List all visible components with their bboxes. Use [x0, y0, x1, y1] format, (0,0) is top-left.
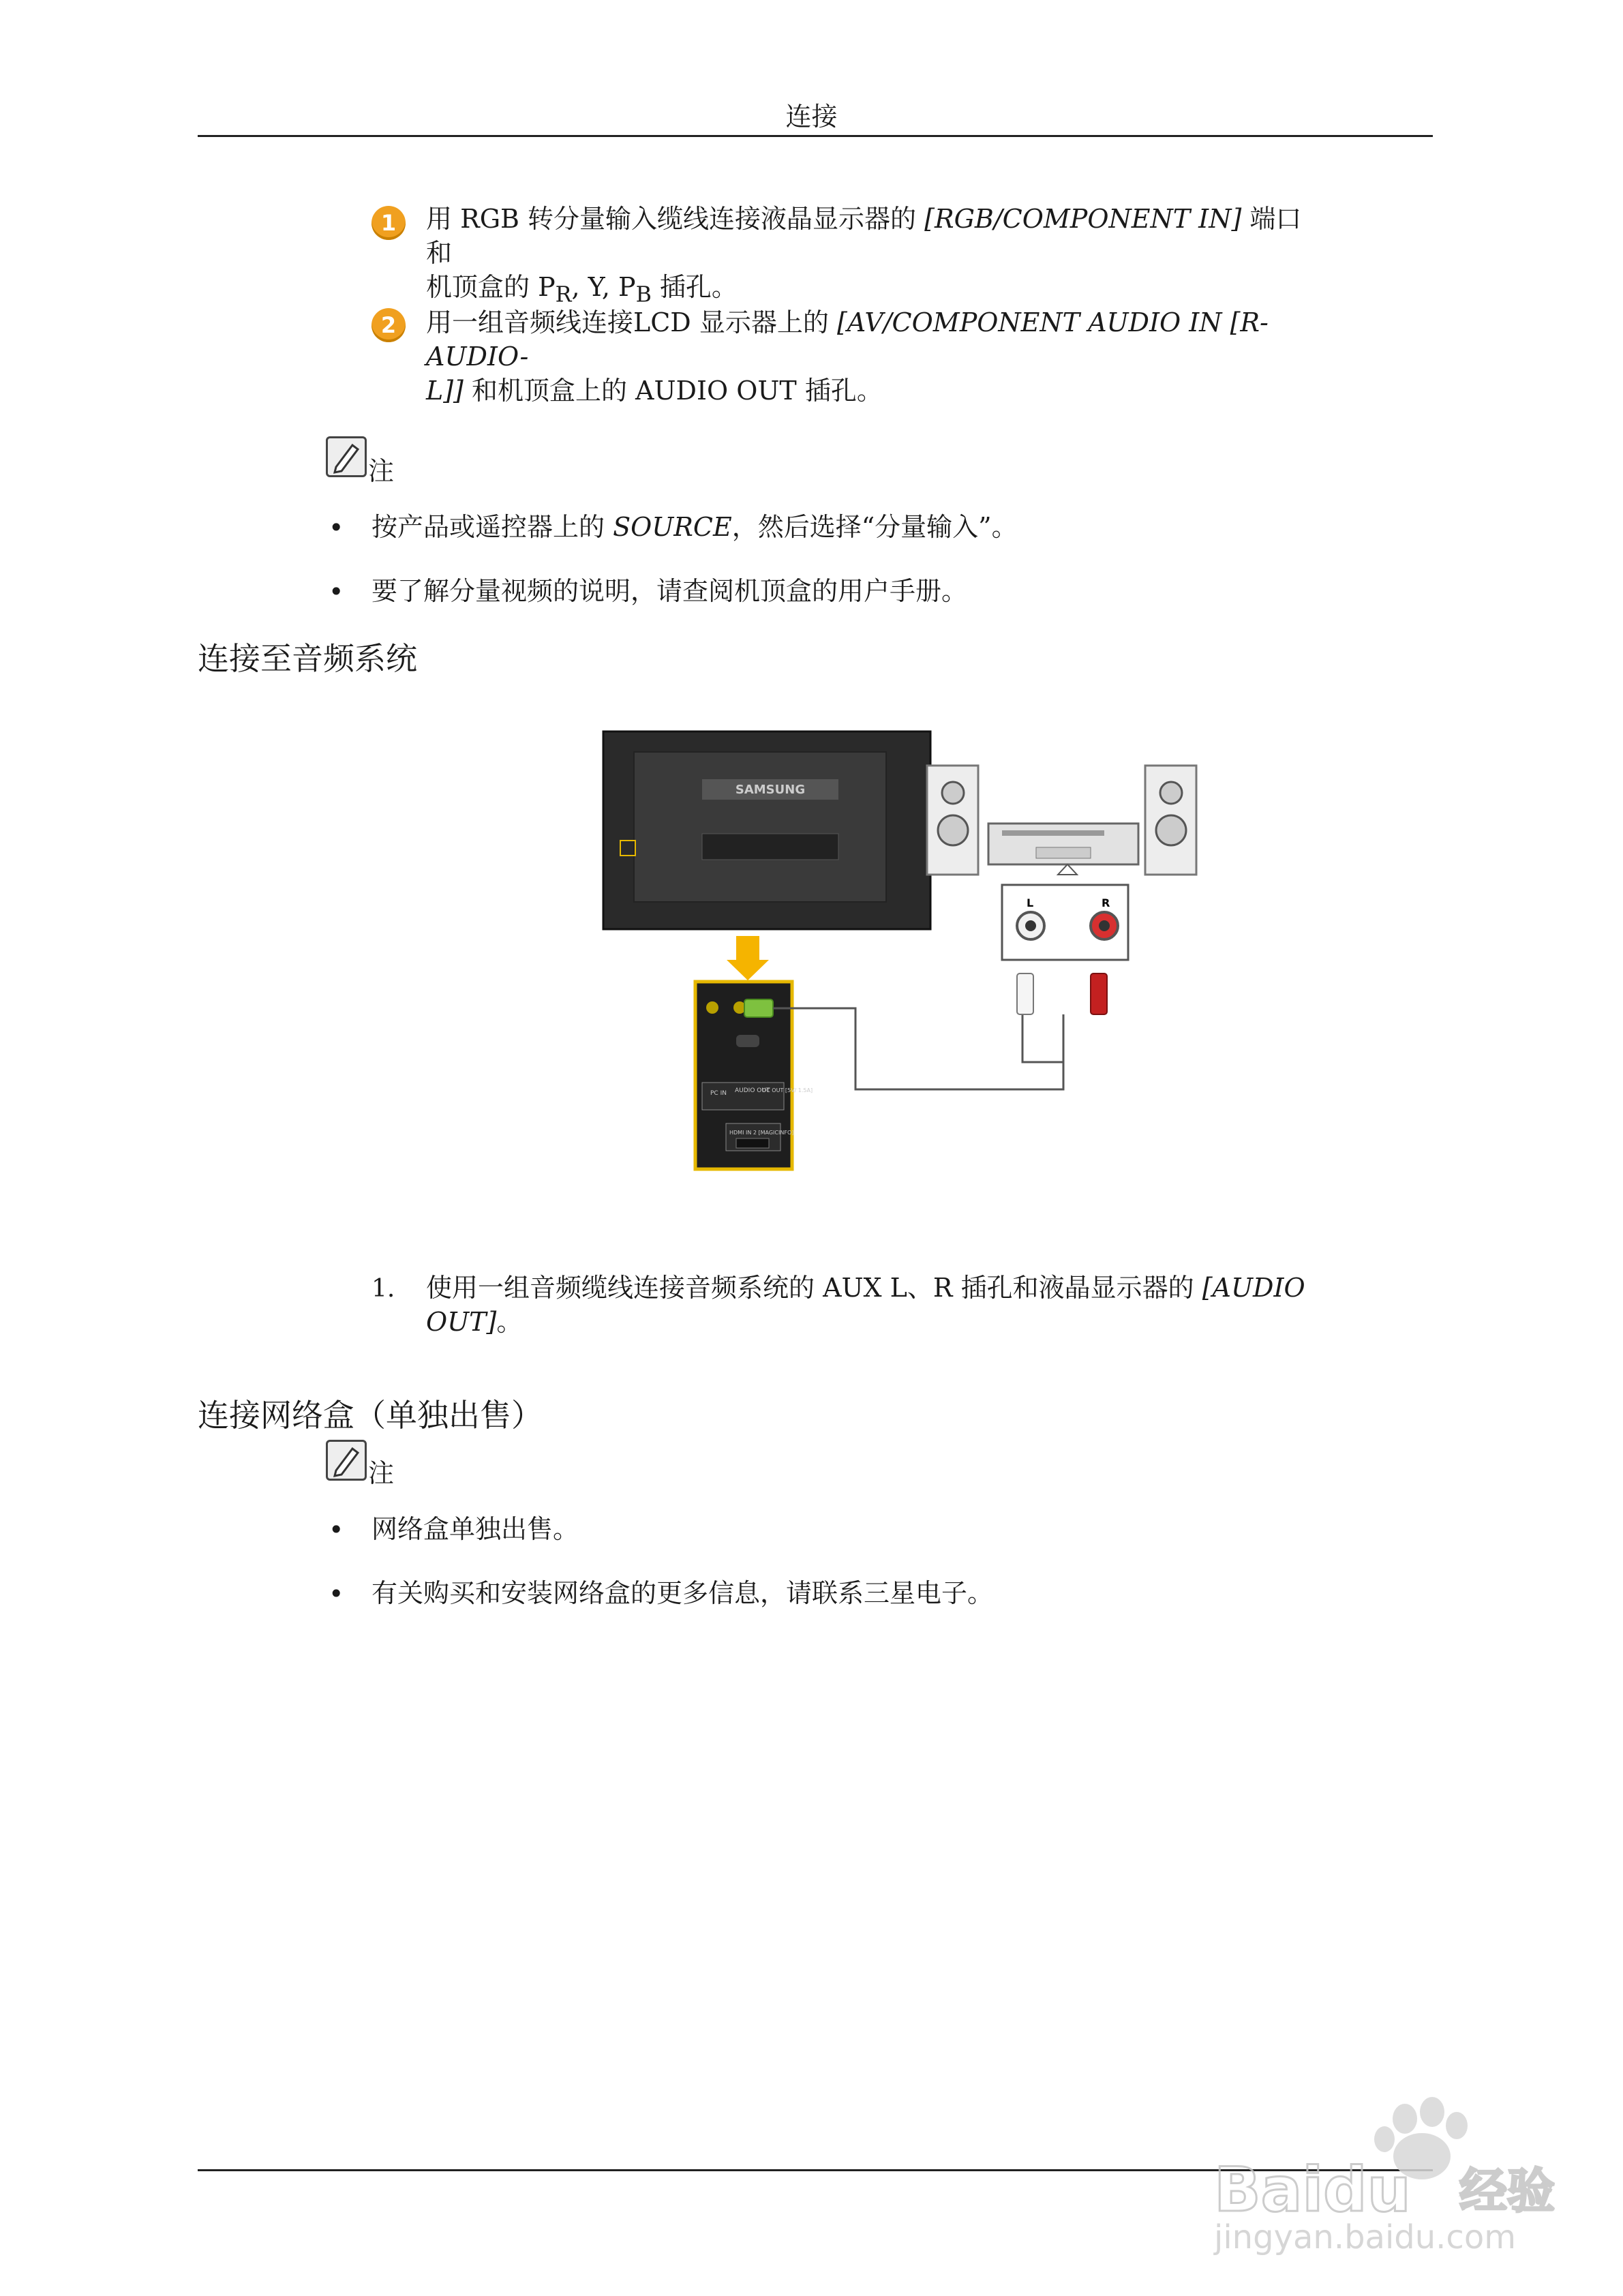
audio-cable: [773, 1008, 1063, 1089]
jack-pc-audio: [706, 1001, 718, 1014]
audio-step-number: 1.: [371, 1275, 395, 1303]
header-rule: [198, 135, 1433, 137]
network-bullet-1: 网络盒单独出售。: [371, 1514, 579, 1544]
bullet-dot: •: [329, 1515, 344, 1545]
bullet-dot: •: [329, 513, 344, 543]
aux-jack-l-core: [1025, 920, 1036, 931]
step-number-1-icon: 1: [371, 206, 406, 240]
audio-step-line-1: 使用一组音频缆线连接音频系统的 AUX L、R 插孔和液晶显示器的 [AUDIO: [426, 1273, 1305, 1303]
left-speaker-woofer: [938, 815, 968, 845]
step-number-2-icon: 2: [371, 308, 406, 342]
audio-cable-split: [1022, 1014, 1063, 1062]
label-pc-in: PC IN: [710, 1090, 727, 1097]
page-header-title: 连接: [785, 102, 838, 132]
section-title-network: 连接网络盒（单独出售）: [198, 1397, 543, 1434]
green-plug: [744, 999, 773, 1017]
hdmi-port: [736, 1138, 769, 1148]
up-arrow-icon: [1058, 864, 1077, 875]
rca-plug-white: [1017, 973, 1033, 1014]
aux-jack-r-core: [1099, 920, 1110, 931]
watermark-url: jingyan.baidu.com: [1214, 2218, 1516, 2255]
rca-plug-red: [1091, 973, 1107, 1014]
bullet-dot: •: [329, 577, 344, 607]
step-1-line-1: 用 RGB 转分量输入缆线连接液晶显示器的 [RGB/COMPONENT IN] 端口和: [426, 204, 1302, 268]
right-speaker-woofer: [1156, 815, 1186, 845]
step-1-text: [426, 202, 1312, 312]
baidu-jingyan-watermark: [1200, 2091, 1582, 2255]
aux-label-r: R: [1102, 896, 1110, 909]
audio-connection-diagram: [600, 728, 1207, 1171]
step-2-line-2: L]] 和机顶盒上的 AUDIO OUT 插孔。: [426, 376, 883, 406]
samsung-logo: SAMSUNG: [735, 783, 806, 797]
down-arrow-icon: [727, 960, 769, 980]
receiver-tray: [1002, 830, 1104, 836]
step-2-text: [426, 305, 1312, 408]
label-audio-out: AUDIO OUT: [735, 1087, 770, 1094]
step-1-line-2: 机顶盒的 $P_R$, Y, $P_B$ 插孔。: [426, 272, 738, 307]
audio-step-line-2: OUT]。: [426, 1307, 523, 1337]
audio-step-text: [426, 1271, 1312, 1339]
display-slot: [702, 834, 838, 860]
arrow-shaft: [736, 936, 759, 963]
bullet-dot: •: [329, 1579, 344, 1609]
note-label: 注: [368, 1458, 395, 1488]
note-label: 注: [368, 456, 395, 486]
note-1-bullet-1: 按产品或遥控器上的 SOURCE，然后选择“分量输入”。: [371, 512, 1018, 542]
note-1-bullet-2: 要了解分量视频的说明，请查阅机顶盒的用户手册。: [371, 576, 968, 606]
network-bullet-2: 有关购买和安装网络盒的更多信息，请联系三星电子。: [371, 1578, 994, 1608]
watermark-suffix: 经验: [1459, 2163, 1555, 2219]
note-pencil-icon: [326, 436, 367, 477]
section-title-audio: 连接至音频系统: [198, 640, 417, 677]
watermark-brand: Baidu: [1214, 2154, 1411, 2226]
right-speaker-tweeter: [1160, 782, 1182, 804]
left-speaker-tweeter: [942, 782, 964, 804]
note-pencil-icon: [326, 1440, 367, 1481]
label-dc-out: DC OUT [5V/ 1.5A]: [762, 1087, 813, 1093]
display-inner-panel: [634, 752, 886, 902]
step-2-line-1: 用一组音频线连接LCD 显示器上的 [AV/COMPONENT AUDIO IN [R-AUDIO-: [426, 307, 1269, 372]
label-hdmi: HDMI IN 2 [MAGICINFO]: [729, 1130, 794, 1136]
aux-label-l: L: [1027, 896, 1034, 909]
port-hdmi-small: [736, 1035, 759, 1047]
receiver-display: [1036, 847, 1091, 858]
